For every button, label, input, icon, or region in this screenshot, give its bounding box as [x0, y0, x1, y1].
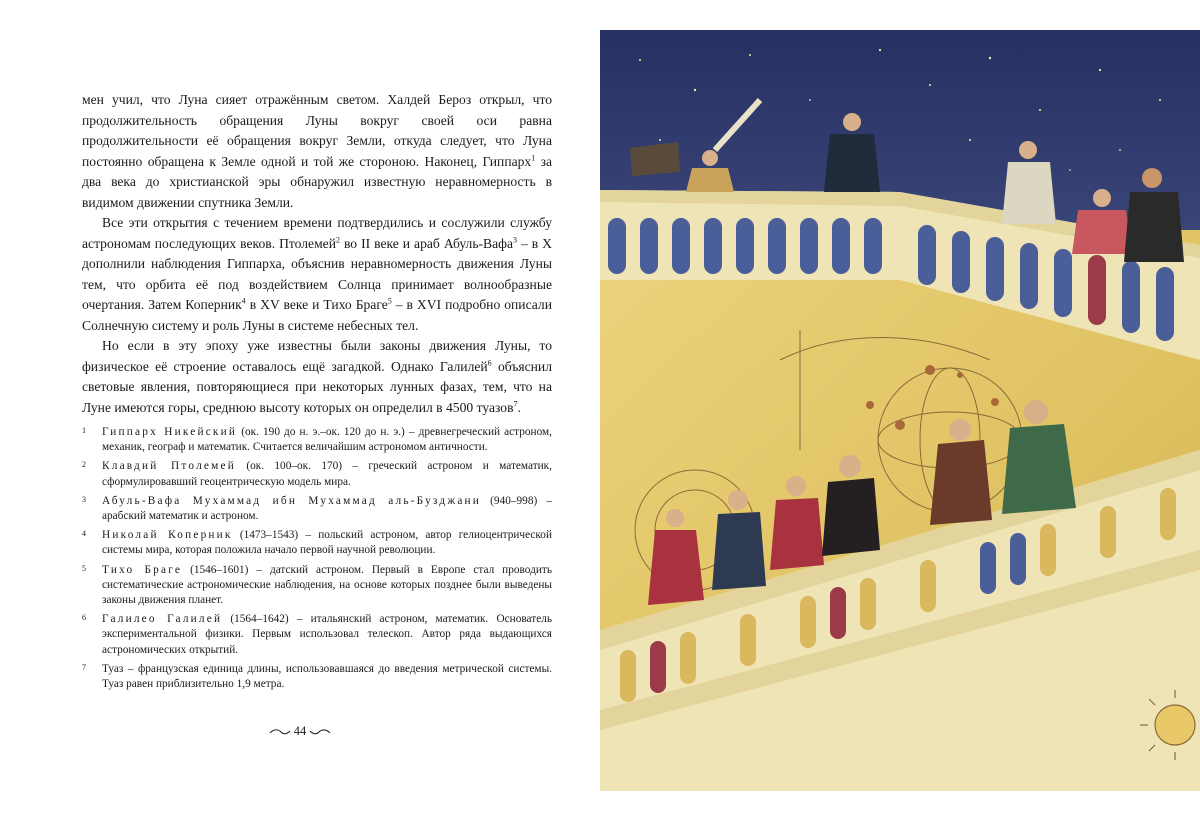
footnote-number: 3 — [82, 494, 86, 504]
paragraph-text: Все эти открытия с течением времени подтвердились и сослужили службу астрономам последующих веков. Птолемей — [82, 215, 552, 251]
paragraph-text: в XV веке и Тихо Браге — [245, 297, 388, 312]
paragraph-text: – в XVI подробно описали Солнечную систему и роль Луны в системе небесных тел. — [82, 297, 552, 333]
footnote — [82, 528, 552, 558]
footnote — [82, 612, 552, 658]
illustration — [600, 30, 1200, 791]
illustration-canvas — [600, 30, 1200, 791]
footnote — [82, 459, 552, 489]
paragraph-text: мен учил, что Луна сияет отражённым светом. Халдей Бероз открыл, что продолжительность обращения Луны вокруг своей оси равна продолжительности её обращения вокруг Земли, откуда следует, что Луна постоянно обращена к Земле одной и той же стороною. Наконец, Гиппарх — [82, 92, 552, 169]
footnote — [82, 563, 552, 609]
footnote-marker: 1 — [531, 152, 536, 162]
footnote-marker: 5 — [387, 296, 392, 306]
footnotes — [82, 425, 552, 696]
page-number — [0, 724, 600, 739]
footnote — [82, 662, 552, 692]
footnote-text: (ок. 100–ок. 170) – греческий астроном и математик, сформулировавший геоцентрическую модель мира. — [102, 460, 552, 488]
footnote-name: Николай Коперник — [102, 529, 233, 542]
footnote-marker: 4 — [241, 296, 246, 306]
footnote-marker: 6 — [487, 357, 492, 367]
main-text — [82, 90, 552, 418]
footnote-marker: 7 — [513, 398, 518, 408]
footnote-name: Галилео Галилей — [102, 613, 223, 626]
paragraph — [82, 213, 552, 336]
footnote-text: (1564–1642) – итальянский астроном, математик. Основатель экспериментальной физики. Первым использовал телескоп. Автор ряда выдающихся астрономических открытий. — [102, 613, 552, 656]
paragraph — [82, 336, 552, 418]
footnote-text: (1546–1601) – датский астроном. Первый в Европе стал проводить систематические астрономические наблюдения, на основе которых позднее были выведены законы движения планет. — [102, 563, 552, 607]
footnote-text: (1473–1543) – польский астроном, автор гелиоцентрической системы мира, которая положила начало первой научной революции. — [102, 529, 552, 557]
footnote-number: 5 — [82, 563, 86, 573]
paragraph — [82, 90, 552, 213]
footnote-number: 1 — [82, 426, 86, 435]
paragraph-text: во II веке и араб Абуль-Вафа — [340, 235, 513, 251]
paragraph-text: – в X дополнили наблюдения Гиппарха, объяснив неравномерность движения Луны тем, что орбита её под воздействием Солнца принимает волнообразные очертания. Затем Коперник — [82, 235, 552, 312]
right-ornament-icon — [309, 727, 331, 737]
paragraph-text: объяснил световые явления, повторяющиеся при некоторых лунных фазах, тем, что на Луне имеются горы, среднюю высоту которых он определил в 4500 туазов — [82, 358, 552, 415]
footnote — [82, 494, 552, 524]
footnote-text: (ок. 190 до н. э.–ок. 120 до н. э.) – древнегреческий астроном, механик, географ и математик. Считается величайшим астрономом античности. — [102, 426, 552, 454]
footnote-name: Гиппарх Никейский — [102, 426, 238, 438]
footnote-text: Туаз – французская единица длины, использовавшаяся до введения метрической системы. Туаз равен приблизительно 1,9 метра. — [102, 662, 552, 691]
left-ornament-icon — [269, 727, 291, 737]
footnote-marker: 2 — [336, 234, 340, 244]
footnote-number: 6 — [82, 613, 86, 623]
footnote-name: Тихо Браге — [102, 563, 183, 576]
footnote-number: 2 — [82, 460, 86, 470]
footnote-marker: 3 — [513, 234, 517, 244]
footnote-number: 4 — [82, 529, 86, 539]
page-number-text: 44 — [293, 724, 307, 738]
footnote-number: 7 — [82, 662, 86, 672]
paragraph-text: Но если в эту эпоху уже известны были законы движения Луны, то физическое её строение оставалось ещё загадкой. Однако Галилей — [82, 338, 552, 374]
paragraph-text: за два века до христианской эры обнаружил известную неравномерность в видимом движении спутника Земли. — [82, 153, 552, 210]
footnote-name: Абуль-Вафа Мухаммад ибн Мухаммад аль-Бузджани — [102, 494, 482, 507]
footnote-text: (940–998) – арабский математик и астроном. — [102, 494, 552, 523]
paragraph-text: . — [517, 399, 521, 415]
footnote-name: Клавдий Птолемей — [102, 460, 236, 473]
footnote — [82, 425, 552, 455]
